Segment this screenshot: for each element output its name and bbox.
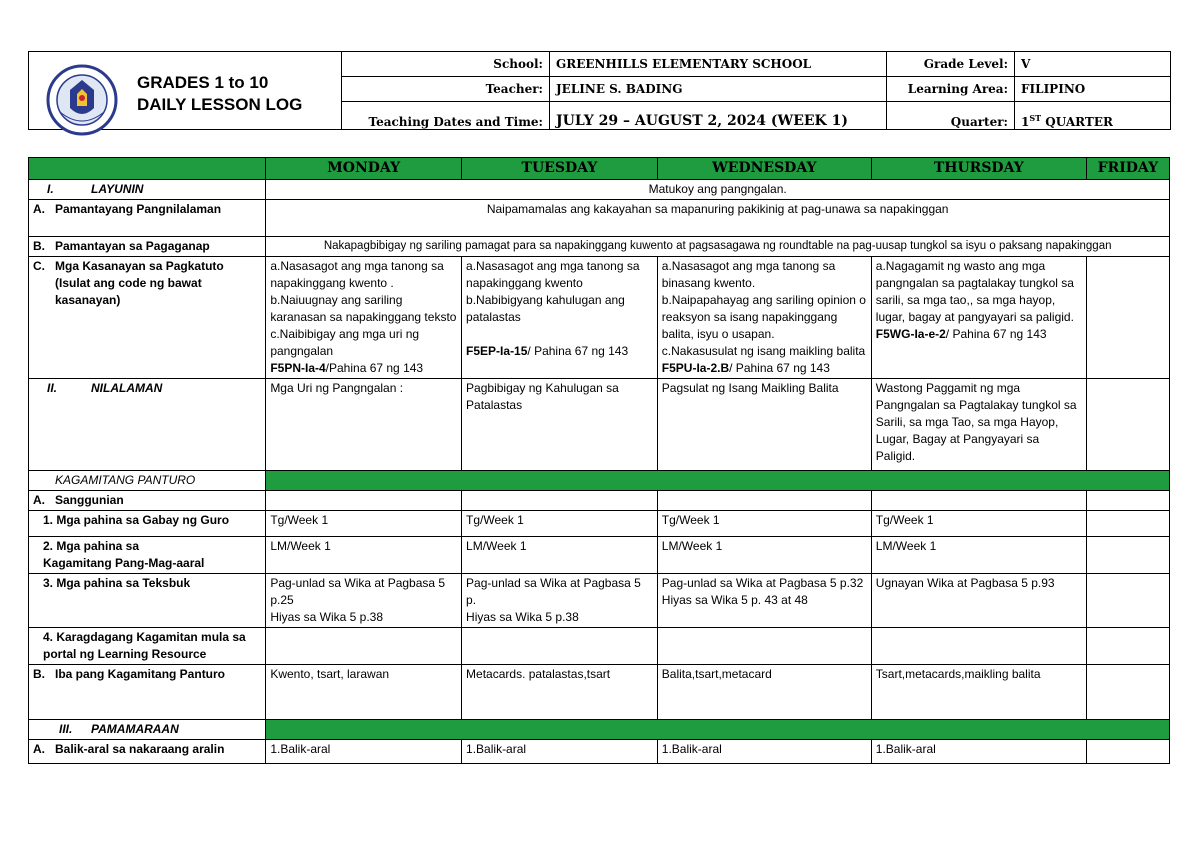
lm-thursday: LM/Week 1 <box>871 537 1086 574</box>
teksbuk-tuesday: Pag-unlad sa Wika at Pagbasa 5 p. Hiyas sa Wika 5 p.38 <box>462 574 658 628</box>
row-iba <box>29 665 1170 720</box>
days-header-row <box>29 158 1170 180</box>
sanggunian-friday <box>1086 491 1169 511</box>
balik-label <box>29 740 266 764</box>
kasanayan-text: Mga Kasanayan sa Pagkatuto (Isulat ang code ng bawat kasanayan) <box>55 259 224 307</box>
teksbuk-friday <box>1086 574 1169 628</box>
lm-label: 2. Mga pahina sa Kagamitang Pang-Mag-aaral <box>29 537 266 574</box>
grade-label: Grade Level: <box>887 52 1015 77</box>
dates-label: Teaching Dates and Time: <box>342 102 550 130</box>
karagdagang-tuesday <box>462 628 658 665</box>
nilalaman-label <box>29 379 266 471</box>
sanggunian-text: Sanggunian <box>55 493 124 507</box>
gabay-tuesday: Tg/Week 1 <box>462 511 658 537</box>
row-pagganap <box>29 237 1170 257</box>
row-karagdagang <box>29 628 1170 665</box>
iba-wednesday: Balita,tsart,metacard <box>657 665 871 720</box>
kasanayan-monday <box>266 257 462 379</box>
kasanayan-thursday-ref: / Pahina 67 ng 143 <box>945 327 1047 341</box>
iba-label <box>29 665 266 720</box>
sanggunian-monday <box>266 491 462 511</box>
kasanayan-monday-code: F5PN-Ia-4 <box>270 361 326 375</box>
row-layunin <box>29 180 1170 200</box>
nilalaman-thursday: Wastong Paggamit ng mga Pangngalan sa Pagtalakay tungkol sa Sarili, sa mga Tao, sa mga Hayop, Lugar, Bagay at Pangyayari sa Paligid. <box>871 379 1086 471</box>
balik-num: A. <box>33 742 45 756</box>
dates-value: JULY 29 – AUGUST 2, 2024 (WEEK 1) <box>550 102 887 130</box>
karagdagang-thursday <box>871 628 1086 665</box>
karagdagang-friday <box>1086 628 1169 665</box>
gabay-friday <box>1086 511 1169 537</box>
layunin-label <box>29 180 266 200</box>
lm-monday: LM/Week 1 <box>266 537 462 574</box>
pamamaraan-text: PAMAMARAAN <box>91 722 179 736</box>
iba-thursday: Tsart,metacards,maikling balita <box>871 665 1086 720</box>
balik-thursday: 1.Balik-aral <box>871 740 1086 764</box>
lm-wednesday: LM/Week 1 <box>657 537 871 574</box>
kasanayan-tuesday <box>462 257 658 379</box>
balik-friday <box>1086 740 1169 764</box>
day-friday: FRIDAY <box>1086 158 1169 180</box>
iba-num: B. <box>33 667 45 681</box>
kagamitan-label: KAGAMITANG PANTURO <box>29 471 266 491</box>
sanggunian-tuesday <box>462 491 658 511</box>
pangnilalaman-text: Pamantayang Pangnilalaman <box>55 202 222 216</box>
nilalaman-tuesday: Pagbibigay ng Kahulugan sa Patalastas <box>462 379 658 471</box>
quarter-value <box>1015 102 1171 130</box>
pangnilalaman-num: A. <box>33 202 45 216</box>
pagganap-label <box>29 237 266 257</box>
teacher-label: Teacher: <box>342 77 550 102</box>
row-pangnilalaman <box>29 200 1170 237</box>
row-pamamaraan <box>29 720 1170 740</box>
kasanayan-monday-text: a.Nasasagot ang mga tanong sa napakinggang kwento . b.Naiuugnay ang sariling karanasan sa napakinggang teksto c.Naibibigay ang mga uri ng pangngalan <box>270 259 457 358</box>
pagganap-text: Pamantayan sa Pagaganap <box>55 239 210 253</box>
lm-friday <box>1086 537 1169 574</box>
lesson-log-table <box>28 157 1170 764</box>
school-value: GREENHILLS ELEMENTARY SCHOOL <box>550 52 887 77</box>
kasanayan-wednesday-text: a.Nasasagot ang mga tanong sa binasang kwento. b.Naipapahayag ang sariling opinion o reaksyon sa isang napakinggang balita, isyu o usapan. c.Nakasusulat ng isang maikling balita <box>661 259 866 358</box>
iba-friday <box>1086 665 1169 720</box>
row-nilalaman <box>29 379 1170 471</box>
kasanayan-wednesday-code: F5PU-Ia-2.B <box>661 361 730 375</box>
nilalaman-wednesday: Pagsulat ng Isang Maikling Balita <box>657 379 871 471</box>
layunin-text: LAYUNIN <box>91 182 144 196</box>
balik-monday: 1.Balik-aral <box>266 740 462 764</box>
row-kagamitan <box>29 471 1170 491</box>
kasanayan-thursday <box>871 257 1086 379</box>
kasanayan-wednesday-ref: / Pahina 67 ng 143 <box>729 361 830 375</box>
area-label: Learning Area: <box>887 77 1015 102</box>
school-label: School: <box>342 52 550 77</box>
days-corner <box>29 158 266 180</box>
day-monday: MONDAY <box>266 158 462 180</box>
gabay-label: 1. Mga pahina sa Gabay ng Guro <box>29 511 266 537</box>
teksbuk-wednesday: Pag-unlad sa Wika at Pagbasa 5 p.32 Hiyas sa Wika 5 p. 43 at 48 <box>657 574 871 628</box>
iba-monday: Kwento, tsart, larawan <box>266 665 462 720</box>
day-thursday: THURSDAY <box>871 158 1086 180</box>
pamamaraan-band <box>266 720 1170 740</box>
layunin-value: Matukoy ang pangngalan. <box>266 180 1170 200</box>
quarter-label: Quarter: <box>887 102 1015 130</box>
teksbuk-thursday: Ugnayan Wika at Pagbasa 5 p.93 <box>871 574 1086 628</box>
kasanayan-thursday-text: a.Nagagamit ng wasto ang mga pangngalan sa pagtalakay tungkol sa sarili, sa mga tao,, sa mga hayop, lugar, bagay at pangyayari sa paligid. <box>875 259 1074 324</box>
karagdagang-monday <box>266 628 462 665</box>
nilalaman-num: II. <box>47 381 58 395</box>
day-tuesday: TUESDAY <box>462 158 658 180</box>
row-lm <box>29 537 1170 574</box>
balik-tuesday: 1.Balik-aral <box>462 740 658 764</box>
title-line-1: GRADES 1 to 10 <box>137 73 269 92</box>
row-teksbuk <box>29 574 1170 628</box>
kasanayan-tuesday-ref: / Pahina 67 ng 143 <box>527 344 629 358</box>
iba-text: Iba pang Kagamitang Panturo <box>55 667 226 681</box>
header-table <box>28 51 1171 130</box>
page-title <box>137 72 302 116</box>
kasanayan-friday <box>1086 257 1169 379</box>
title-line-2: DAILY LESSON LOG <box>137 95 303 114</box>
header-title-cell <box>29 52 342 130</box>
nilalaman-monday: Mga Uri ng Pangngalan : <box>266 379 462 471</box>
pangnilalaman-label <box>29 200 266 237</box>
pagganap-value: Nakapagbibigay ng sariling pamagat para sa napakinggang kuwento at pagsasagawa ng roundtable na pag-uusap tungkol sa isyu o paksang napakinggan <box>266 237 1170 257</box>
teksbuk-monday: Pag-unlad sa Wika at Pagbasa 5 p.25 Hiyas sa Wika 5 p.38 <box>266 574 462 628</box>
sanggunian-num: A. <box>33 493 45 507</box>
quarter-number: 1 <box>1021 115 1030 129</box>
gabay-monday: Tg/Week 1 <box>266 511 462 537</box>
teacher-value: JELINE S. BADING <box>550 77 887 102</box>
pangnilalaman-value: Naipamamalas ang kakayahan sa mapanuring pakikinig at pag-unawa sa napakinggan <box>266 200 1170 237</box>
pamamaraan-num: III. <box>59 722 73 736</box>
kagamitan-band <box>266 471 1170 491</box>
row-kasanayan <box>29 257 1170 379</box>
sanggunian-label <box>29 491 266 511</box>
kasanayan-monday-ref: /Pahina 67 ng 143 <box>325 361 424 375</box>
kasanayan-num: C. <box>33 259 45 273</box>
row-gabay <box>29 511 1170 537</box>
balik-text: Balik-aral sa nakaraang aralin <box>55 742 225 756</box>
quarter-text: QUARTER <box>1041 115 1113 129</box>
layunin-num: I. <box>47 182 54 196</box>
balik-wednesday: 1.Balik-aral <box>657 740 871 764</box>
kasanayan-wednesday <box>657 257 871 379</box>
kasanayan-tuesday-code: F5EP-Ia-15 <box>466 344 528 358</box>
lm-tuesday: LM/Week 1 <box>462 537 658 574</box>
grade-value: V <box>1015 52 1171 77</box>
nilalaman-text: NILALAMAN <box>91 381 163 395</box>
area-value: FILIPINO <box>1015 77 1171 102</box>
sanggunian-thursday <box>871 491 1086 511</box>
deped-seal-icon <box>46 64 118 136</box>
gabay-wednesday: Tg/Week 1 <box>657 511 871 537</box>
gabay-thursday: Tg/Week 1 <box>871 511 1086 537</box>
karagdagang-wednesday <box>657 628 871 665</box>
kasanayan-label <box>29 257 266 379</box>
karagdagang-label: 4. Karagdagang Kagamitan mula sa portal ng Learning Resource <box>29 628 266 665</box>
pamamaraan-label <box>29 720 266 740</box>
iba-tuesday: Metacards. patalastas,tsart <box>462 665 658 720</box>
teksbuk-label: 3. Mga pahina sa Teksbuk <box>29 574 266 628</box>
kasanayan-thursday-code: F5WG-Ia-e-2 <box>875 327 946 341</box>
day-wednesday: WEDNESDAY <box>657 158 871 180</box>
sanggunian-wednesday <box>657 491 871 511</box>
row-balik <box>29 740 1170 764</box>
quarter-superscript: ST <box>1029 113 1042 123</box>
row-sanggunian <box>29 491 1170 511</box>
nilalaman-friday <box>1086 379 1169 471</box>
kasanayan-tuesday-text: a.Nasasagot ang mga tanong sa napakinggang kwento b.Nabibigyang kahulugan ang patalastas <box>466 259 640 324</box>
pagganap-num: B. <box>33 239 45 253</box>
